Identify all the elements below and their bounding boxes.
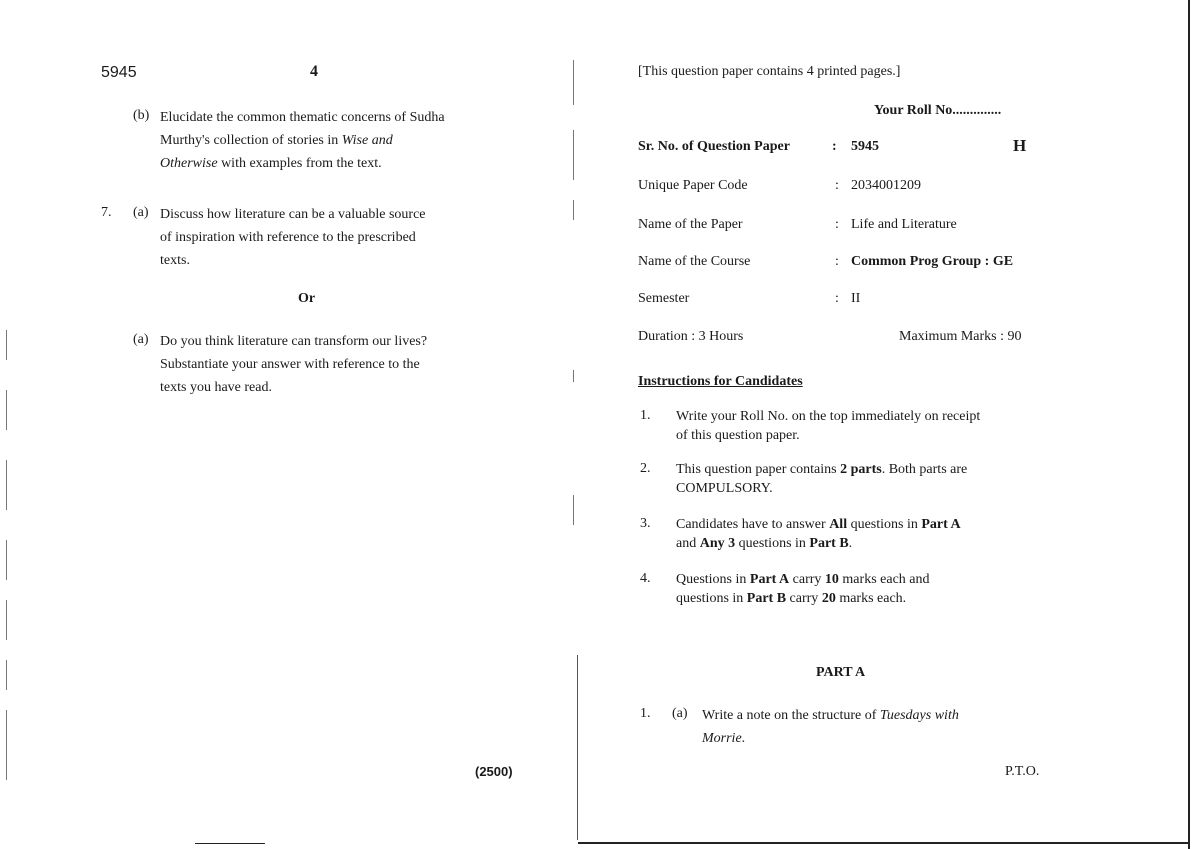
q7a-label: (a) <box>133 205 149 220</box>
paper-name-value: Life and Literature <box>851 217 957 232</box>
q7a-alt-label: (a) <box>133 332 149 347</box>
instruction-2-post: . Both parts are <box>881 462 968 477</box>
instruction-3-text <box>676 515 1056 553</box>
instruction-3-number: 3. <box>640 516 651 531</box>
bottom-left-edge <box>195 843 265 844</box>
paper-name-colon: : <box>835 217 839 232</box>
part-a-heading: PART A <box>816 665 866 680</box>
semester-value: II <box>851 291 861 306</box>
maximum-marks: Maximum Marks : 90 <box>899 329 1022 344</box>
instruction-1-line1: Write your Roll No. on the top immediately on receipt <box>676 409 981 424</box>
left-margin-mark <box>6 540 7 580</box>
instruction-3-pre: Candidates have to answer <box>676 517 826 532</box>
instruction-4-line2 <box>676 589 1056 608</box>
instruction-3-mid: questions in <box>850 517 918 532</box>
instruction-3-all: All <box>829 517 848 532</box>
instruction-1-number: 1. <box>640 408 651 423</box>
instruction-4-end: marks each. <box>839 591 907 606</box>
instruction-2-line2: COMPULSORY. <box>676 481 773 496</box>
upc-colon: : <box>835 178 839 193</box>
q1a-line2 <box>702 727 1062 750</box>
q1a-line1-text: Write a note on the structure of <box>702 708 877 723</box>
q6b-line2 <box>160 129 515 152</box>
left-margin-mark <box>6 710 7 780</box>
instruction-4-text <box>676 570 1056 608</box>
book-title-morrie: Morrie <box>702 731 742 746</box>
sr-no-colon: : <box>832 139 837 154</box>
instruction-4-carry2: carry <box>789 591 819 606</box>
q7-number: 7. <box>101 205 112 220</box>
paper-name-label: Name of the Paper <box>638 217 743 232</box>
q1a-text <box>702 704 1062 750</box>
right-page-edge <box>1188 0 1190 849</box>
instruction-4-part-b: Part B <box>746 591 787 606</box>
course-name-value: Common Prog Group : GE <box>851 254 1014 269</box>
left-page-number: 4 <box>310 63 318 80</box>
q7a-alt-line2: Substantiate your answer with reference to the <box>160 357 420 372</box>
instruction-4-twenty: 20 <box>821 591 836 606</box>
q6b-label: (b) <box>133 108 150 123</box>
instruction-2-text <box>676 460 1056 498</box>
sr-no-label: Sr. No. of Question Paper <box>638 139 790 154</box>
q6b-line2-text: Murthy's collection of stories in <box>160 133 339 148</box>
roll-number-line: Your Roll No.............. <box>874 103 1002 118</box>
q7-or-separator: Or <box>298 291 316 306</box>
instruction-3-and: and <box>676 536 697 551</box>
book-title-tuesdays-with: Tuesdays with <box>879 708 959 723</box>
instruction-3-line2 <box>676 534 1056 553</box>
instruction-3-line1 <box>676 515 1056 534</box>
instruction-4-ten: 10 <box>824 572 839 587</box>
q7a-alt-text <box>160 330 515 399</box>
center-margin-mark <box>573 130 574 180</box>
left-margin-mark <box>6 330 7 360</box>
q1-number: 1. <box>640 706 651 721</box>
print-count: (2500) <box>475 764 513 779</box>
q7a-line1: Discuss how literature can be a valuable source <box>160 207 426 222</box>
left-margin-mark <box>6 460 7 510</box>
q1a-line2-end: . <box>741 731 746 746</box>
instruction-4-pre: Questions in <box>676 572 747 587</box>
q7a-text <box>160 203 515 272</box>
upc-label: Unique Paper Code <box>638 178 748 193</box>
instruction-2-line1 <box>676 460 1056 479</box>
instruction-2-parts: 2 parts <box>840 462 882 477</box>
course-name-colon: : <box>835 254 839 269</box>
center-margin-mark <box>573 495 574 525</box>
header-note: [This question paper contains 4 printed pages.] <box>638 64 901 79</box>
q7a-line2: of inspiration with reference to the prescribed <box>160 230 416 245</box>
please-turn-over: P.T.O. <box>1005 764 1040 779</box>
left-paper-number: 5945 <box>101 64 137 81</box>
instruction-1-line2: of this question paper. <box>676 428 800 443</box>
book-title-wise-and: Wise and <box>341 133 393 148</box>
sr-no-value: 5945 <box>851 139 879 154</box>
instruction-2-number: 2. <box>640 461 651 476</box>
bottom-page-edge <box>578 842 1190 844</box>
instruction-4-carry: carry <box>792 572 822 587</box>
instruction-4-questions-in: questions in <box>676 591 744 606</box>
instruction-4-line1 <box>676 570 1056 589</box>
instruction-3-any3: Any 3 <box>699 536 736 551</box>
instruction-3-part-b: Part B <box>809 536 849 551</box>
center-margin-mark <box>573 60 574 105</box>
semester-label: Semester <box>638 291 690 306</box>
set-letter: H <box>1013 136 1027 155</box>
q6b-line1: Elucidate the common thematic concerns of Sudha <box>160 110 445 125</box>
instruction-3-end: . <box>848 536 853 551</box>
instruction-2-pre: This question paper contains <box>676 462 837 477</box>
duration: Duration : 3 Hours <box>638 329 744 344</box>
center-margin-mark <box>573 200 574 220</box>
instruction-3-part-a: Part A <box>921 517 961 532</box>
q7a-alt-line1: Do you think literature can transform our lives? <box>160 334 428 349</box>
q7a-line3: texts. <box>160 253 190 268</box>
q1a-line1 <box>702 704 1062 727</box>
instruction-3-questions-in: questions in <box>738 536 806 551</box>
instruction-1-text <box>676 407 1056 445</box>
left-margin-mark <box>6 600 7 640</box>
left-margin-mark <box>6 660 7 690</box>
q1a-label: (a) <box>672 706 688 721</box>
q6b-line3-text: with examples from the text. <box>221 156 382 171</box>
course-name-label: Name of the Course <box>638 254 751 269</box>
center-fold-line <box>577 655 578 840</box>
instruction-4-post: marks each and <box>842 572 930 587</box>
instruction-4-part-a: Part A <box>749 572 790 587</box>
q6b-text <box>160 106 515 175</box>
left-margin-mark <box>6 390 7 430</box>
q7a-alt-line3: texts you have read. <box>160 380 272 395</box>
q6b-line3 <box>160 152 515 175</box>
center-margin-mark <box>573 370 574 382</box>
instruction-4-number: 4. <box>640 571 651 586</box>
book-title-otherwise: Otherwise <box>160 156 218 171</box>
semester-colon: : <box>835 291 839 306</box>
instructions-heading: Instructions for Candidates <box>638 374 803 389</box>
upc-value: 2034001209 <box>851 178 921 193</box>
